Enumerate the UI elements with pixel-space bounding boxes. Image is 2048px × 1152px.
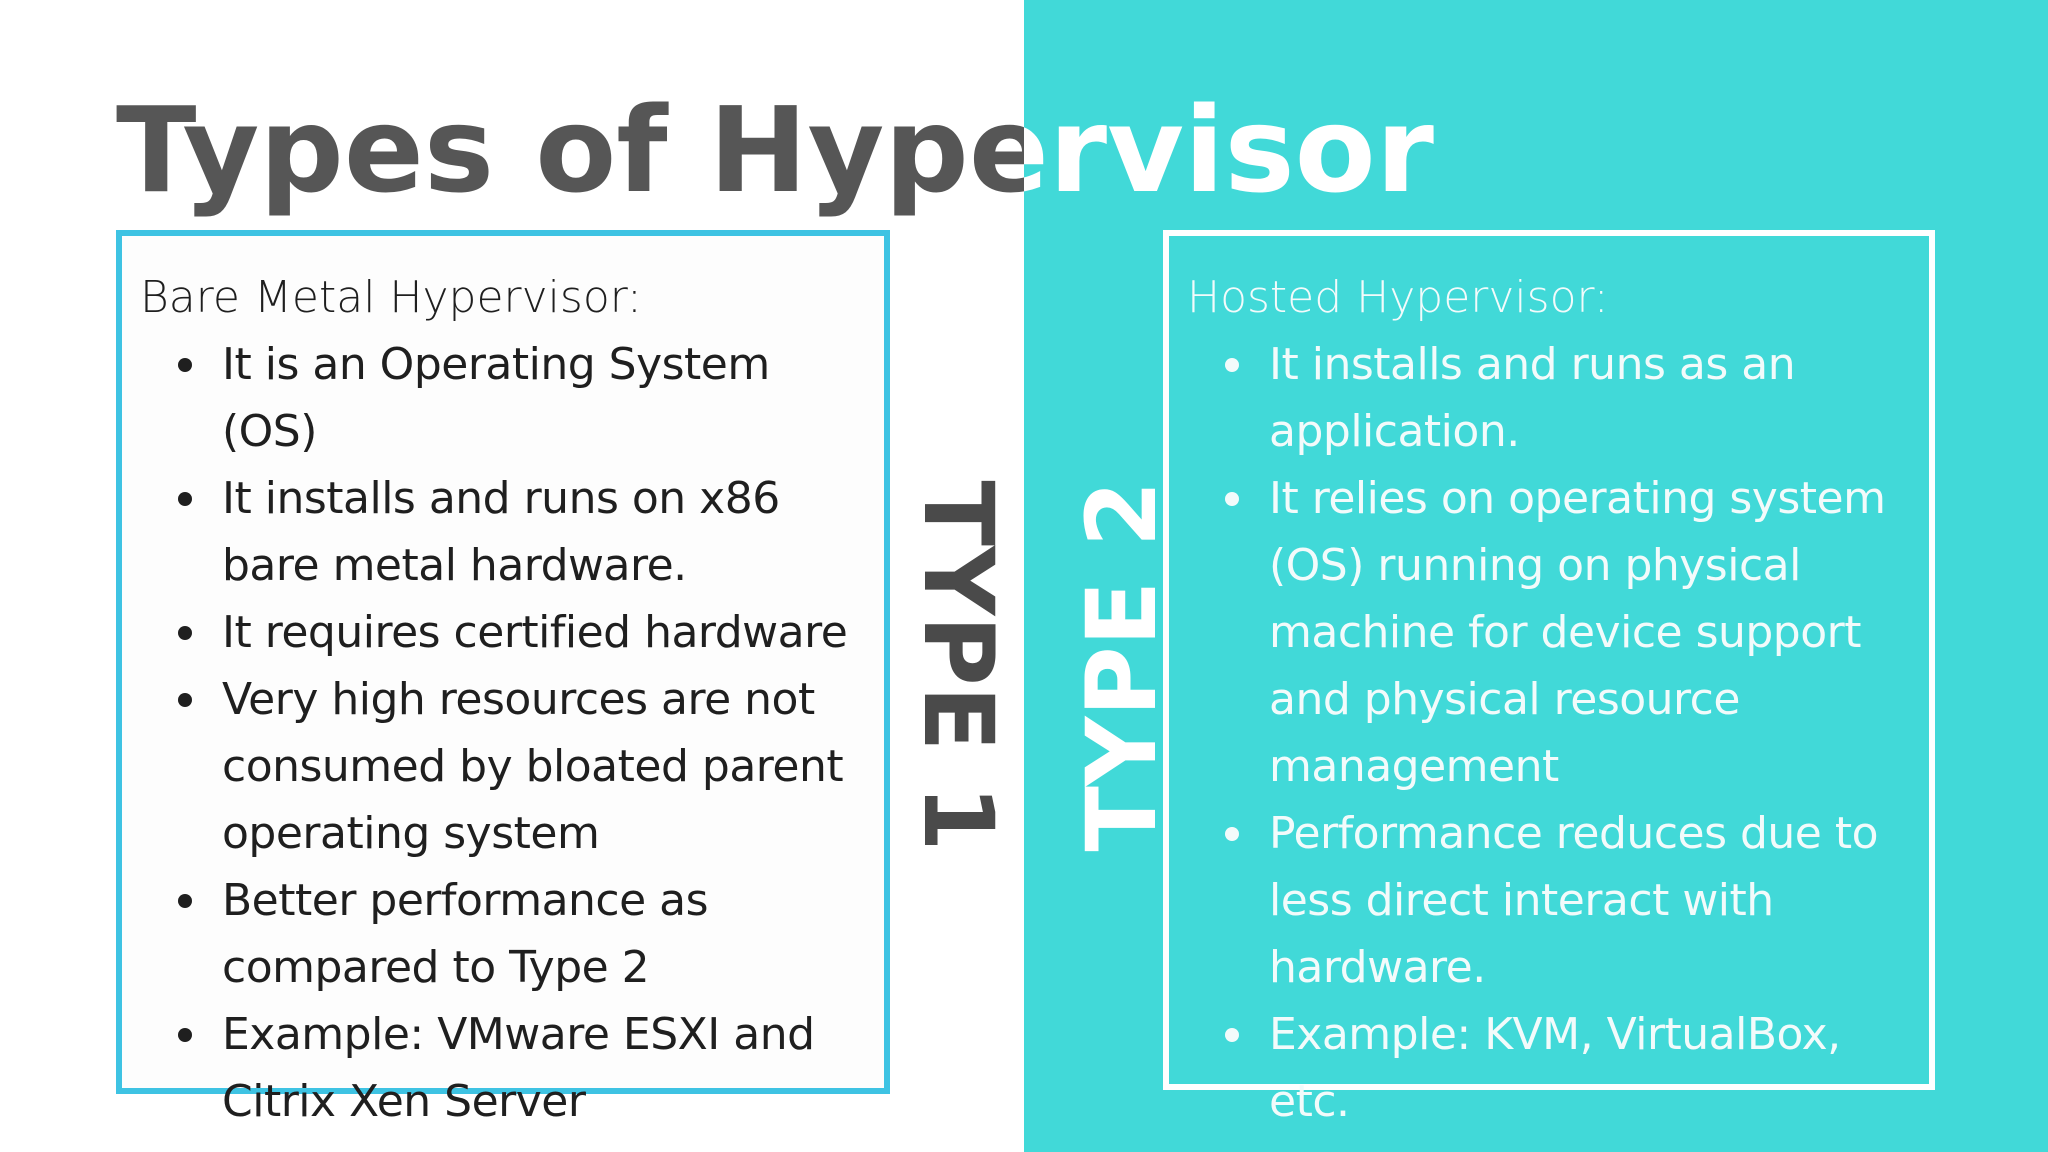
bullet-icon <box>178 894 192 908</box>
list-item <box>140 599 874 666</box>
list-item <box>1187 465 1919 800</box>
point-text: It installs and runs as an application. <box>1269 339 1796 457</box>
list-item <box>140 867 874 1001</box>
bullet-icon <box>178 626 192 640</box>
type2-content <box>1187 264 1919 1135</box>
bullet-icon <box>178 693 192 707</box>
point-text: It requires certified hardware <box>222 607 848 658</box>
point-text: Example: VMware ESXI and Citrix Xen Server <box>222 1009 815 1127</box>
type1-points <box>140 331 874 1135</box>
point-text: It installs and runs on x86 bare metal hardware. <box>222 473 780 591</box>
point-text: Performance reduces due to less direct interact with hardware. <box>1269 808 1879 993</box>
point-text: Very high resources are not consumed by bloated parent operating system <box>222 674 844 859</box>
type2-label: TYPE 2 <box>1066 480 1178 852</box>
list-item <box>1187 1001 1919 1135</box>
list-item <box>1187 800 1919 1001</box>
type2-panel <box>1163 230 1935 1127</box>
bullet-icon <box>178 492 192 506</box>
slide-title: Types of Hypervisor <box>116 81 1434 219</box>
bullet-icon <box>1225 492 1239 506</box>
list-item <box>140 1001 874 1135</box>
type1-label: TYPE 1 <box>902 480 1014 852</box>
point-text: It relies on operating system (OS) running on physical machine for device support and physical resource management <box>1269 473 1886 792</box>
list-item <box>140 331 874 465</box>
type1-content <box>140 264 874 1135</box>
list-item <box>1187 331 1919 465</box>
point-text: It is an Operating System (OS) <box>222 339 770 457</box>
bullet-icon <box>178 1028 192 1042</box>
bullet-icon <box>1225 827 1239 841</box>
bullet-icon <box>1225 358 1239 372</box>
type1-heading: Bare Metal Hypervisor: <box>140 272 642 323</box>
point-text: Better performance as compared to Type 2 <box>222 875 709 993</box>
bullet-icon <box>1225 1028 1239 1042</box>
type1-panel <box>116 230 890 1127</box>
point-text: Example: KVM, VirtualBox, etc. <box>1269 1009 1841 1127</box>
list-item <box>140 666 874 867</box>
type2-points <box>1187 331 1919 1135</box>
list-item <box>140 465 874 599</box>
type2-heading: Hosted Hypervisor: <box>1187 272 1609 323</box>
bullet-icon <box>178 358 192 372</box>
